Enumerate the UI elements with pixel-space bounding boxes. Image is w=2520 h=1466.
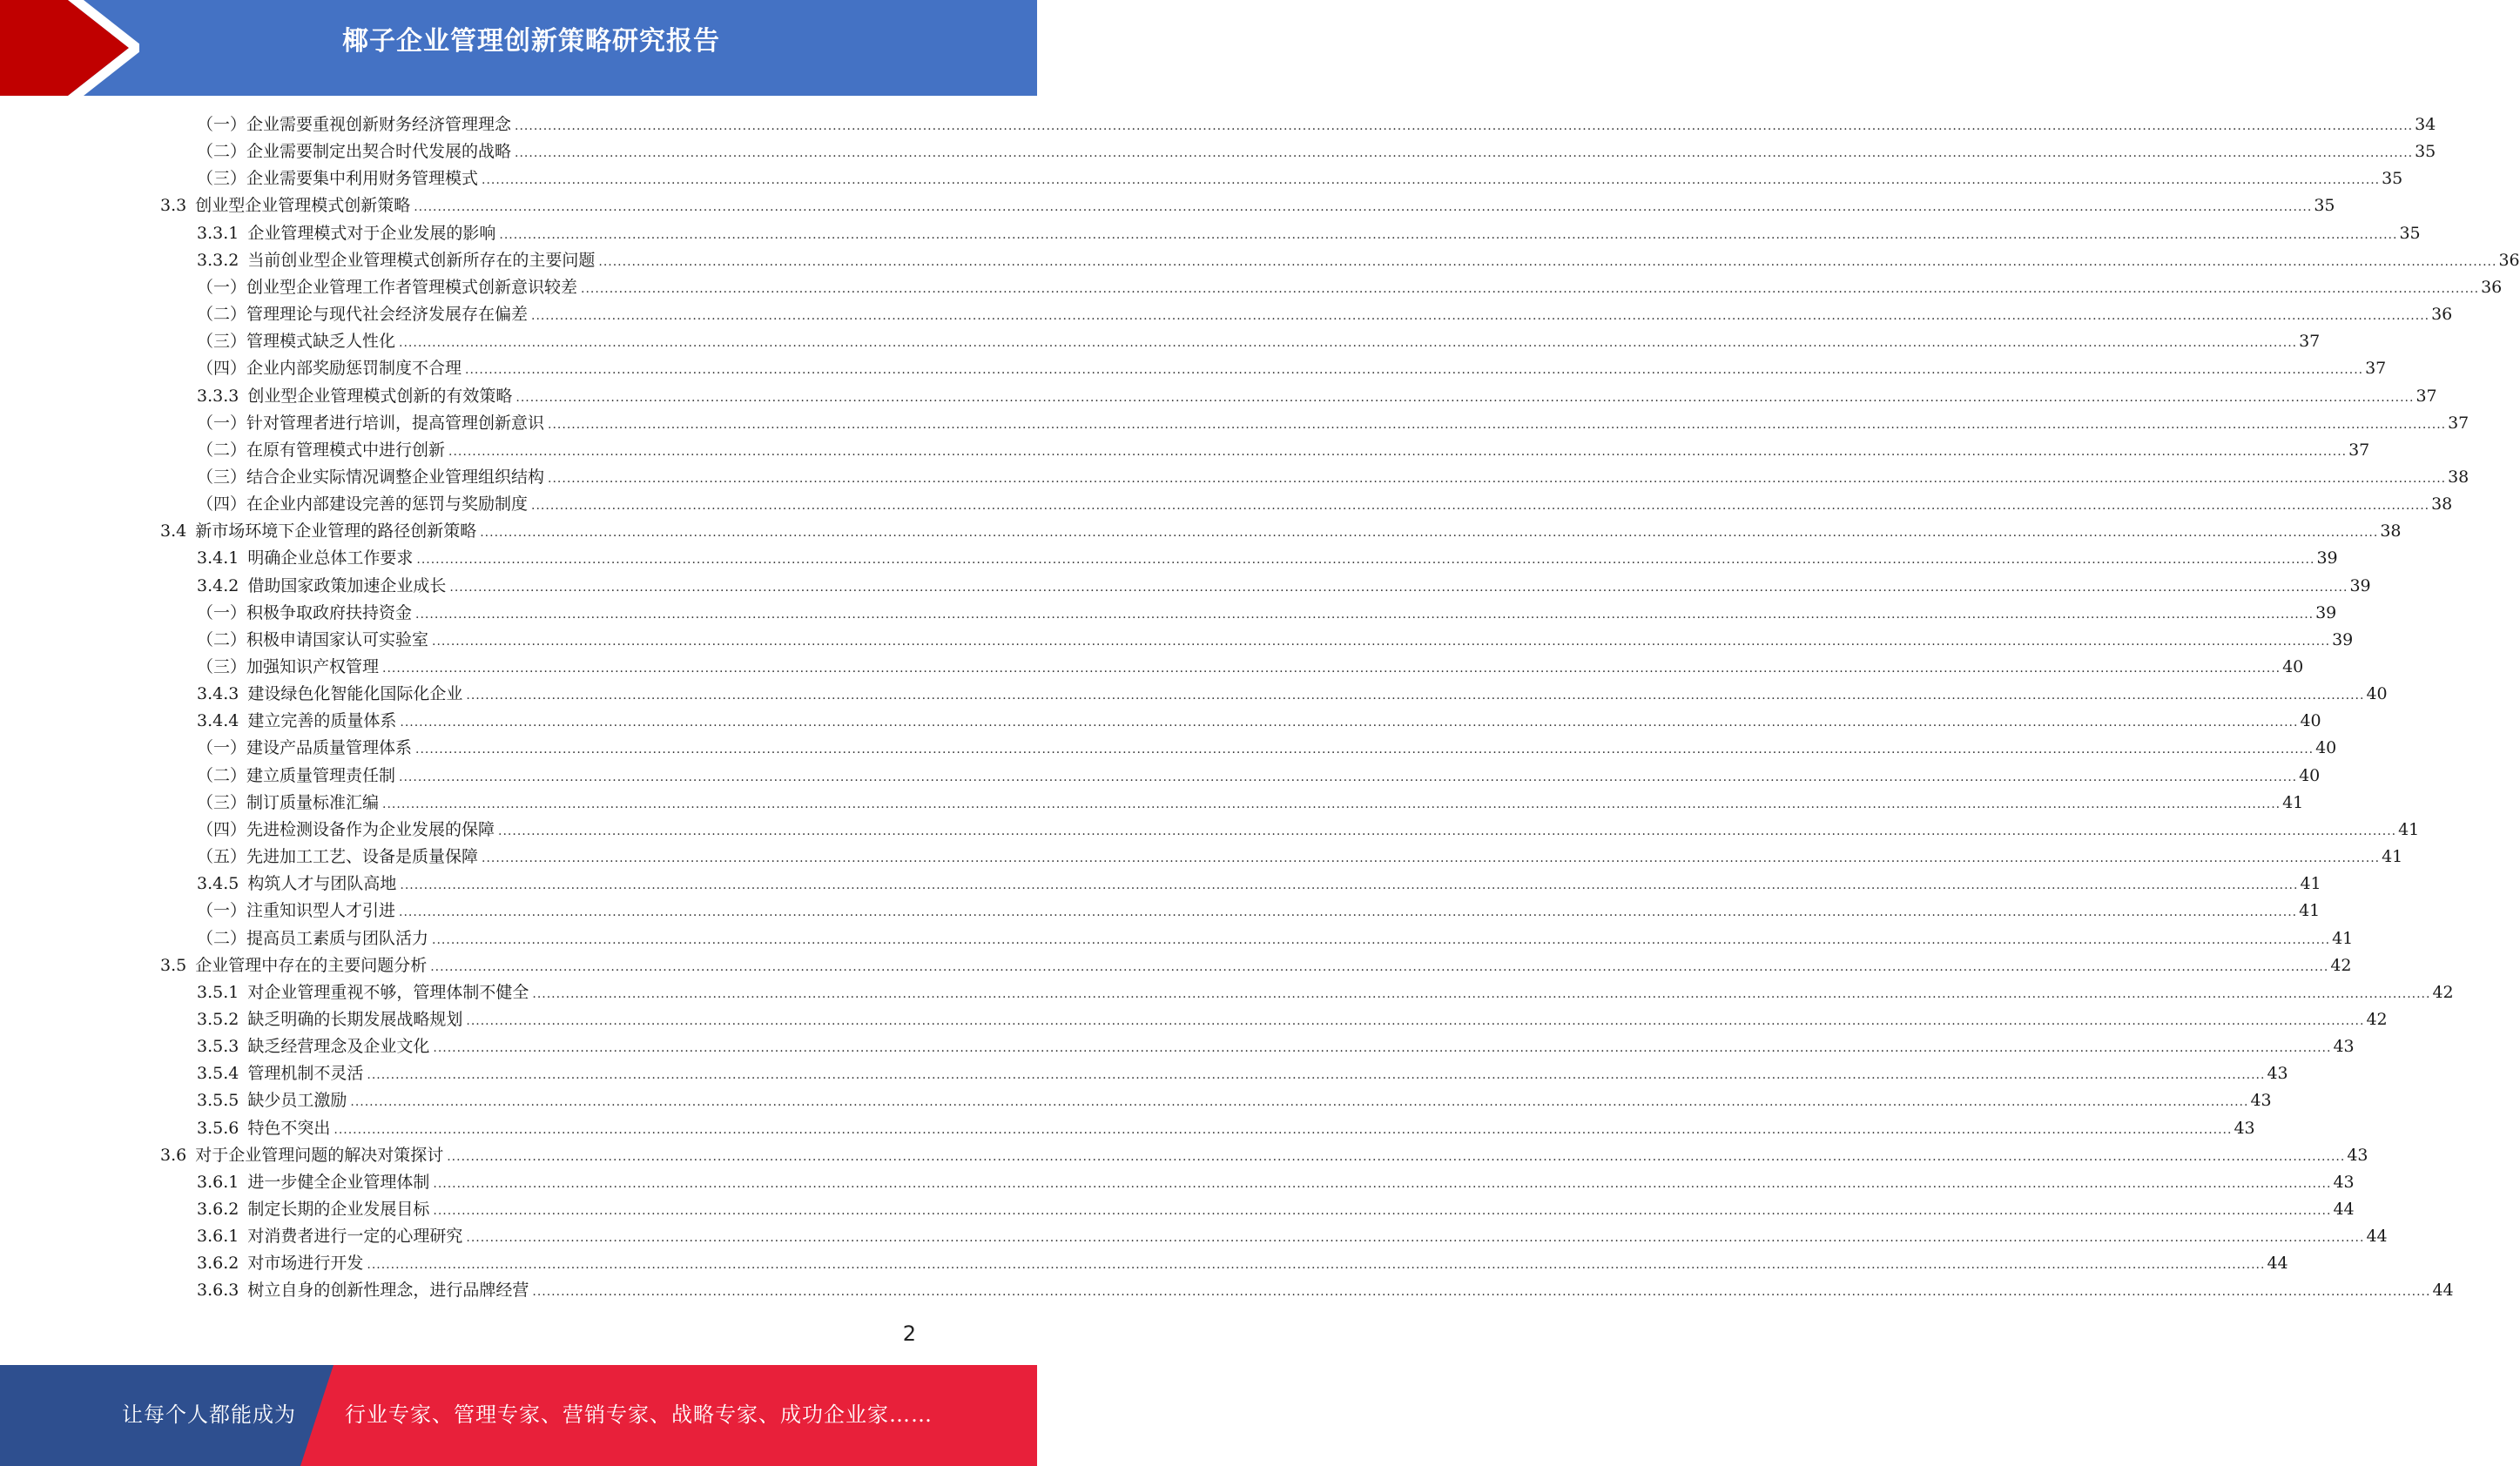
toc-dot-leader: ................................................................................................................................................................................................................................................................................................................................................................................................................ <box>367 1068 2266 1083</box>
toc-entry-text: 创业型企业管理模式创新的有效策略 <box>247 386 513 406</box>
toc-dot-leader: ................................................................................................................................................................................................................................................................................................................................................................................................................ <box>433 1204 2332 1218</box>
toc-entry-text: （四）企业内部奖励惩罚制度不合理 <box>197 359 462 379</box>
toc-entry-text: （一）创业型企业管理工作者管理模式创新意识较差 <box>197 277 578 297</box>
toc-entry-page: 42 <box>2366 1009 2388 1029</box>
toc-entry-text: 企业管理模式对于企业发展的影响 <box>247 223 496 243</box>
page-number: 2 <box>902 1321 916 1346</box>
toc-entry-title <box>197 1115 334 1141</box>
toc-dot-leader: ................................................................................................................................................................................................................................................................................................................................................................................................................ <box>531 309 2430 324</box>
toc-entry-title <box>197 464 548 490</box>
toc-entry[interactable] <box>197 627 2354 653</box>
toc-dot-leader: ................................................................................................................................................................................................................................................................................................................................................................................................................ <box>448 444 2348 459</box>
toc-entry-text: （三）管理模式缺乏人性化 <box>197 332 396 352</box>
toc-entry-page: 40 <box>2315 738 2337 758</box>
toc-entry-number: 3.6.3 <box>197 1281 239 1301</box>
toc-dot-leader: ................................................................................................................................................................................................................................................................................................................................................................................................................ <box>432 634 2331 649</box>
toc-entry[interactable] <box>197 925 2354 952</box>
toc-entry-page: 36 <box>2431 305 2453 325</box>
toc-entry-text: 对企业管理重视不够，管理体制不健全 <box>247 982 529 1002</box>
toc-entry-text: （一）注重知识型人才引进 <box>197 901 396 921</box>
toc-entry-page: 35 <box>2314 196 2335 216</box>
toc-dot-leader: ................................................................................................................................................................................................................................................................................................................................................................................................................ <box>400 716 2299 730</box>
toc-entry-title <box>197 138 515 165</box>
toc-entry[interactable] <box>197 1060 2288 1086</box>
toc-entry-title <box>197 1277 532 1303</box>
toc-entry-title <box>197 1223 466 1249</box>
toc-entry-title <box>197 437 448 463</box>
toc-entry-text: （五）先进加工工艺、设备是质量保障 <box>197 847 479 867</box>
toc-dot-leader: ................................................................................................................................................................................................................................................................................................................................................................................................................ <box>532 986 2431 1001</box>
toc-entry-title <box>197 1250 367 1276</box>
page-footer <box>0 1365 1037 1466</box>
toc-entry-text: 构筑人才与团队高地 <box>247 874 397 894</box>
toc-entry-title <box>197 111 515 138</box>
toc-entry-title <box>197 871 400 897</box>
toc-entry-title <box>197 274 581 300</box>
toc-entry-text: 缺少员工激励 <box>247 1091 347 1111</box>
toc-entry-text: 对于企业管理问题的解决对策探讨 <box>195 1145 444 1165</box>
toc-entry-page: 35 <box>2382 169 2403 189</box>
toc-entry-number: 3.3.3 <box>197 386 239 406</box>
toc-entry-text: （三）结合企业实际情况调整企业管理组织结构 <box>197 467 545 487</box>
toc-entry[interactable] <box>197 1169 2355 1195</box>
toc-entry-title <box>197 817 498 843</box>
toc-entry-title <box>197 600 415 626</box>
toc-entry-text: （三）企业需要集中利用财务管理模式 <box>197 169 479 189</box>
toc-entry-text: 缺乏经营理念及企业文化 <box>247 1037 430 1057</box>
toc-entry[interactable] <box>197 654 2304 680</box>
toc-dot-leader: ................................................................................................................................................................................................................................................................................................................................................................................................................ <box>466 1013 2365 1028</box>
toc-entry[interactable] <box>160 952 2352 978</box>
toc-entry-number: 3.4 <box>160 521 187 541</box>
toc-entry-text: （三）制订质量标准汇编 <box>197 792 380 812</box>
toc-entry-title <box>197 681 466 707</box>
toc-entry[interactable] <box>197 1196 2355 1222</box>
toc-entry-page: 44 <box>2366 1227 2388 1247</box>
toc-dot-leader: ................................................................................................................................................................................................................................................................................................................................................................................................................ <box>416 553 2315 568</box>
toc-entry-page: 40 <box>2300 711 2321 731</box>
toc-dot-leader: ................................................................................................................................................................................................................................................................................................................................................................................................................ <box>433 1041 2332 1056</box>
toc-entry[interactable] <box>197 165 2403 192</box>
toc-entry[interactable] <box>197 979 2454 1005</box>
toc-entry-title <box>197 410 548 436</box>
toc-dot-leader: ................................................................................................................................................................................................................................................................................................................................................................................................................ <box>350 1095 2249 1110</box>
toc-entry-page: 34 <box>2415 115 2436 134</box>
toc-entry-page: 44 <box>2333 1200 2355 1219</box>
toc-entry-title <box>160 1142 447 1168</box>
toc-entry-title <box>197 844 482 870</box>
toc-entry-text: 创业型企业管理模式创新策略 <box>195 196 411 216</box>
toc-entry-number: 3.5.3 <box>197 1037 239 1057</box>
toc-entry-number: 3.6.1 <box>197 1227 239 1247</box>
toc-entry-text: 明确企业总体工作要求 <box>247 548 414 568</box>
toc-entry-page: 40 <box>2299 765 2321 785</box>
toc-entry-title <box>197 1060 367 1086</box>
toc-entry[interactable] <box>197 1033 2355 1059</box>
toc-dot-leader: ................................................................................................................................................................................................................................................................................................................................................................................................................ <box>415 607 2314 622</box>
toc-dot-leader: ................................................................................................................................................................................................................................................................................................................................................................................................................ <box>399 905 2298 920</box>
toc-entry[interactable] <box>197 898 2321 924</box>
document-title: 椰子企业管理创新策略研究报告 <box>342 26 720 57</box>
toc-entry-title <box>197 898 399 924</box>
toc-entry-text: 缺乏明确的长期发展战略规划 <box>247 1009 463 1029</box>
toc-dot-leader: ................................................................................................................................................................................................................................................................................................................................................................................................................ <box>581 281 2480 296</box>
toc-entry-number: 3.3.1 <box>197 223 239 243</box>
toc-dot-leader: ................................................................................................................................................................................................................................................................................................................................................................................................................ <box>382 662 2281 676</box>
toc-entry-page: 36 <box>2498 250 2520 270</box>
toc-entry-page: 41 <box>2382 847 2403 867</box>
toc-entry-text: 借助国家政策加速企业成长 <box>247 575 447 595</box>
toc-entry-title <box>197 1169 433 1195</box>
toc-entry-page: 41 <box>2299 901 2321 921</box>
toc-entry-text: 企业管理中存在的主要问题分析 <box>195 955 428 975</box>
toc-entry-text: 新市场环境下企业管理的路径创新策略 <box>195 521 477 541</box>
toc-entry-page: 42 <box>2432 982 2454 1002</box>
toc-dot-leader: ................................................................................................................................................................................................................................................................................................................................................................................................................ <box>430 959 2329 974</box>
toc-entry[interactable] <box>197 301 2453 327</box>
toc-entry-text: 特色不突出 <box>247 1118 331 1138</box>
toc-entry-page: 35 <box>2399 223 2421 243</box>
toc-entry[interactable] <box>197 790 2304 816</box>
toc-dot-leader: ................................................................................................................................................................................................................................................................................................................................................................................................................ <box>367 1258 2266 1273</box>
toc-entry-number: 3.5.1 <box>197 982 239 1002</box>
toc-dot-leader: ................................................................................................................................................................................................................................................................................................................................................................................................................ <box>480 526 2379 541</box>
toc-entry[interactable] <box>197 681 2388 707</box>
toc-dot-leader: ................................................................................................................................................................................................................................................................................................................................................................................................................ <box>548 471 2447 486</box>
toc-dot-leader: ................................................................................................................................................................................................................................................................................................................................................................................................................ <box>449 580 2348 595</box>
toc-entry-page: 42 <box>2330 955 2352 975</box>
toc-dot-leader: ................................................................................................................................................................................................................................................................................................................................................................................................................ <box>499 227 2398 242</box>
toc-entry-text: （四）先进检测设备作为企业发展的保障 <box>197 819 495 839</box>
toc-entry[interactable] <box>197 383 2437 409</box>
toc-entry-page: 38 <box>2380 521 2402 541</box>
toc-entry-title <box>197 1087 350 1113</box>
toc-entry-title <box>197 545 416 571</box>
toc-entry-text: 管理机制不灵活 <box>247 1064 364 1084</box>
toc-entry-title <box>197 763 399 789</box>
page-header <box>0 0 1037 96</box>
toc-entry-title <box>160 518 480 544</box>
toc-entry[interactable] <box>197 274 2503 300</box>
toc-entry-title <box>197 220 499 246</box>
toc-entry[interactable] <box>197 247 2520 273</box>
toc-dot-leader: ................................................................................................................................................................................................................................................................................................................................................................................................................ <box>482 173 2381 188</box>
toc-entry[interactable] <box>160 192 2335 219</box>
toc-entry-text: 制定长期的企业发展目标 <box>247 1200 430 1219</box>
toc-entry[interactable] <box>197 817 2420 843</box>
toc-dot-leader: ................................................................................................................................................................................................................................................................................................................................................................................................................ <box>515 390 2415 405</box>
toc-entry-page: 39 <box>2332 629 2354 649</box>
toc-entry-page: 40 <box>2282 657 2304 676</box>
toc-entry[interactable] <box>197 573 2371 599</box>
toc-dot-leader: ................................................................................................................................................................................................................................................................................................................................................................................................................ <box>465 363 2364 378</box>
toc-entry-number: 3.4.1 <box>197 548 239 568</box>
toc-entry-title <box>197 383 515 409</box>
toc-entry-title <box>197 491 531 517</box>
toc-entry-title <box>197 979 532 1005</box>
toc-entry[interactable] <box>197 545 2338 571</box>
toc-dot-leader: ................................................................................................................................................................................................................................................................................................................................................................................................................ <box>399 336 2298 351</box>
toc-entry-title <box>197 1006 466 1032</box>
toc-entry-page: 43 <box>2347 1145 2368 1165</box>
toc-entry-page: 43 <box>2333 1037 2355 1057</box>
toc-dot-leader: ................................................................................................................................................................................................................................................................................................................................................................................................................ <box>334 1122 2233 1137</box>
toc-entry-title <box>197 328 399 354</box>
toc-entry-page: 37 <box>2348 440 2370 460</box>
toc-dot-leader: ................................................................................................................................................................................................................................................................................................................................................................................................................ <box>532 1285 2431 1300</box>
toc-entry-page: 39 <box>2349 575 2371 595</box>
toc-entry-page: 38 <box>2431 494 2453 514</box>
toc-entry[interactable] <box>197 464 2469 490</box>
toc-entry-page: 43 <box>2267 1064 2288 1084</box>
toc-entry-text: 对市场进行开发 <box>247 1254 364 1274</box>
toc-entry-number: 3.3 <box>160 196 187 216</box>
footer-slogan-left: 让每个人都能成为 <box>122 1402 296 1427</box>
toc-entry-number: 3.5 <box>160 955 187 975</box>
toc-entry-title <box>197 573 449 599</box>
toc-entry-number: 3.4.2 <box>197 575 239 595</box>
toc-entry-text: 建设绿色化智能化国际化企业 <box>247 684 463 704</box>
toc-entry-number: 3.3.2 <box>197 250 239 270</box>
toc-dot-leader: ................................................................................................................................................................................................................................................................................................................................................................................................................ <box>399 770 2298 784</box>
toc-entry-text: （二）企业需要制定出契合时代发展的战略 <box>197 142 512 162</box>
toc-entry-page: 41 <box>2282 792 2304 812</box>
toc-entry-number: 3.4.3 <box>197 684 239 704</box>
toc-entry-title <box>197 1033 433 1059</box>
toc-entry-title <box>197 654 382 680</box>
toc-entry-text: （一）积极争取政府扶持资金 <box>197 602 413 622</box>
toc-entry[interactable] <box>160 518 2402 544</box>
toc-entry[interactable] <box>197 328 2321 354</box>
toc-entry-text: 对消费者进行一定的心理研究 <box>247 1227 463 1247</box>
toc-entry-title <box>197 301 531 327</box>
toc-entry-text: （二）积极申请国家认可实验室 <box>197 629 429 649</box>
toc-entry-number: 3.6.1 <box>197 1172 239 1192</box>
toc-entry[interactable] <box>197 437 2370 463</box>
toc-entry-page: 39 <box>2315 602 2337 622</box>
toc-entry-text: （二）管理理论与现代社会经济发展存在偏差 <box>197 305 529 325</box>
toc-entry-title <box>197 247 598 273</box>
toc-entry-page: 44 <box>2432 1281 2454 1301</box>
toc-entry-text: 树立自身的创新性理念，进行品牌经营 <box>247 1281 529 1301</box>
toc-entry-text: （一）企业需要重视创新财务经济管理理念 <box>197 115 512 134</box>
toc-dot-leader: ................................................................................................................................................................................................................................................................................................................................................................................................................ <box>531 499 2430 514</box>
toc-entry-text: （一）针对管理者进行培训，提高管理创新意识 <box>197 413 545 433</box>
toc-entry-number: 3.4.4 <box>197 711 239 731</box>
toc-dot-leader: ................................................................................................................................................................................................................................................................................................................................................................................................................ <box>482 851 2381 866</box>
toc-dot-leader: ................................................................................................................................................................................................................................................................................................................................................................................................................ <box>515 146 2414 161</box>
toc-dot-leader: ................................................................................................................................................................................................................................................................................................................................................................................................................ <box>447 1149 2346 1164</box>
toc-dot-leader: ................................................................................................................................................................................................................................................................................................................................................................................................................ <box>548 417 2447 432</box>
toc-dot-leader: ................................................................................................................................................................................................................................................................................................................................................................................................................ <box>414 200 2313 215</box>
toc-entry-number: 3.6 <box>160 1145 187 1165</box>
toc-entry-page: 35 <box>2415 142 2436 162</box>
toc-entry-page: 41 <box>2398 819 2420 839</box>
toc-entry-page: 43 <box>2333 1172 2355 1192</box>
toc-entry-text: （二）在原有管理模式中进行创新 <box>197 440 446 460</box>
toc-entry-number: 3.6.2 <box>197 1200 239 1219</box>
toc-entry-page: 39 <box>2316 548 2338 568</box>
toc-dot-leader: ................................................................................................................................................................................................................................................................................................................................................................................................................ <box>432 932 2331 947</box>
toc-entry-page: 40 <box>2366 684 2388 704</box>
toc-entry-page: 44 <box>2267 1254 2288 1274</box>
toc-entry-number: 3.4.5 <box>197 874 239 894</box>
toc-entry[interactable] <box>197 1250 2288 1276</box>
toc-entry-text: 建立完善的质量体系 <box>247 711 397 731</box>
toc-entry[interactable] <box>197 708 2321 734</box>
footer-slogan-right: 行业专家、管理专家、营销专家、战略专家、成功企业家…… <box>345 1402 933 1427</box>
toc-entry-page: 36 <box>2481 277 2503 297</box>
toc-dot-leader: ................................................................................................................................................................................................................................................................................................................................................................................................................ <box>466 1231 2365 1246</box>
toc-dot-leader: ................................................................................................................................................................................................................................................................................................................................................................................................................ <box>400 878 2299 893</box>
toc-entry-number: 3.5.4 <box>197 1064 239 1084</box>
toc-entry-title <box>197 925 432 952</box>
toc-entry-page: 41 <box>2300 874 2321 894</box>
toc-dot-leader: ................................................................................................................................................................................................................................................................................................................................................................................................................ <box>598 254 2497 269</box>
toc-entry[interactable] <box>197 600 2337 626</box>
toc-entry[interactable] <box>197 1006 2388 1032</box>
toc-entry-page: 43 <box>2234 1118 2255 1138</box>
toc-entry-title <box>160 952 430 978</box>
toc-entry[interactable] <box>197 1115 2255 1141</box>
toc-entry-page: 41 <box>2332 928 2354 948</box>
toc-entry[interactable] <box>197 220 2421 246</box>
toc-entry-title <box>160 192 414 219</box>
toc-entry[interactable] <box>197 111 2436 138</box>
toc-entry-page: 37 <box>2365 359 2387 379</box>
toc-dot-leader: ................................................................................................................................................................................................................................................................................................................................................................................................................ <box>415 743 2314 757</box>
toc-entry[interactable] <box>197 1223 2388 1249</box>
toc-entry-text: （二）建立质量管理责任制 <box>197 765 396 785</box>
toc-entry-text: （四）在企业内部建设完善的惩罚与奖励制度 <box>197 494 529 514</box>
toc-entry-page: 37 <box>2299 332 2321 352</box>
toc-entry-text: 进一步健全企业管理体制 <box>247 1172 430 1192</box>
toc-entry-text: （一）建设产品质量管理体系 <box>197 738 413 758</box>
toc-entry[interactable] <box>197 763 2321 789</box>
toc-entry[interactable] <box>160 1142 2368 1168</box>
toc-entry-page: 37 <box>2416 386 2437 406</box>
toc-entry-title <box>197 1196 433 1222</box>
toc-entry-number: 3.5.6 <box>197 1118 239 1138</box>
toc-entry-text: 当前创业型企业管理模式创新所存在的主要问题 <box>247 250 596 270</box>
toc-entry[interactable] <box>197 735 2337 761</box>
toc-entry-title <box>197 627 432 653</box>
toc-entry-title <box>197 708 400 734</box>
toc-entry-number: 3.6.2 <box>197 1254 239 1274</box>
toc-entry-title <box>197 355 465 381</box>
toc-entry[interactable] <box>197 1087 2272 1113</box>
toc-entry-title <box>197 790 382 816</box>
toc-entry-page: 37 <box>2448 413 2469 433</box>
toc-dot-leader: ................................................................................................................................................................................................................................................................................................................................................................................................................ <box>515 119 2414 133</box>
toc-entry[interactable] <box>197 138 2436 165</box>
toc-entry[interactable] <box>197 410 2469 436</box>
header-arrow-red <box>0 0 139 96</box>
toc-entry[interactable] <box>197 355 2387 381</box>
toc-entry-page: 43 <box>2250 1091 2272 1111</box>
toc-entry-title <box>197 735 415 761</box>
toc-dot-leader: ................................................................................................................................................................................................................................................................................................................................................................................................................ <box>433 1176 2332 1191</box>
toc-entry[interactable] <box>197 491 2453 517</box>
toc-entry-number: 3.5.2 <box>197 1009 239 1029</box>
toc-entry-number: 3.5.5 <box>197 1091 239 1111</box>
toc-entry-page: 38 <box>2448 467 2469 487</box>
toc-entry[interactable] <box>197 844 2403 870</box>
toc-entry[interactable] <box>197 871 2321 897</box>
toc-dot-leader: ................................................................................................................................................................................................................................................................................................................................................................................................................ <box>498 824 2397 838</box>
toc-dot-leader: ................................................................................................................................................................................................................................................................................................................................................................................................................ <box>382 797 2281 811</box>
toc-dot-leader: ................................................................................................................................................................................................................................................................................................................................................................................................................ <box>466 689 2365 703</box>
toc-entry-text: （三）加强知识产权管理 <box>197 657 380 676</box>
toc-entry-text: （二）提高员工素质与团队活力 <box>197 928 429 948</box>
toc-entry[interactable] <box>197 1277 2454 1303</box>
toc-entry-title <box>197 165 482 192</box>
